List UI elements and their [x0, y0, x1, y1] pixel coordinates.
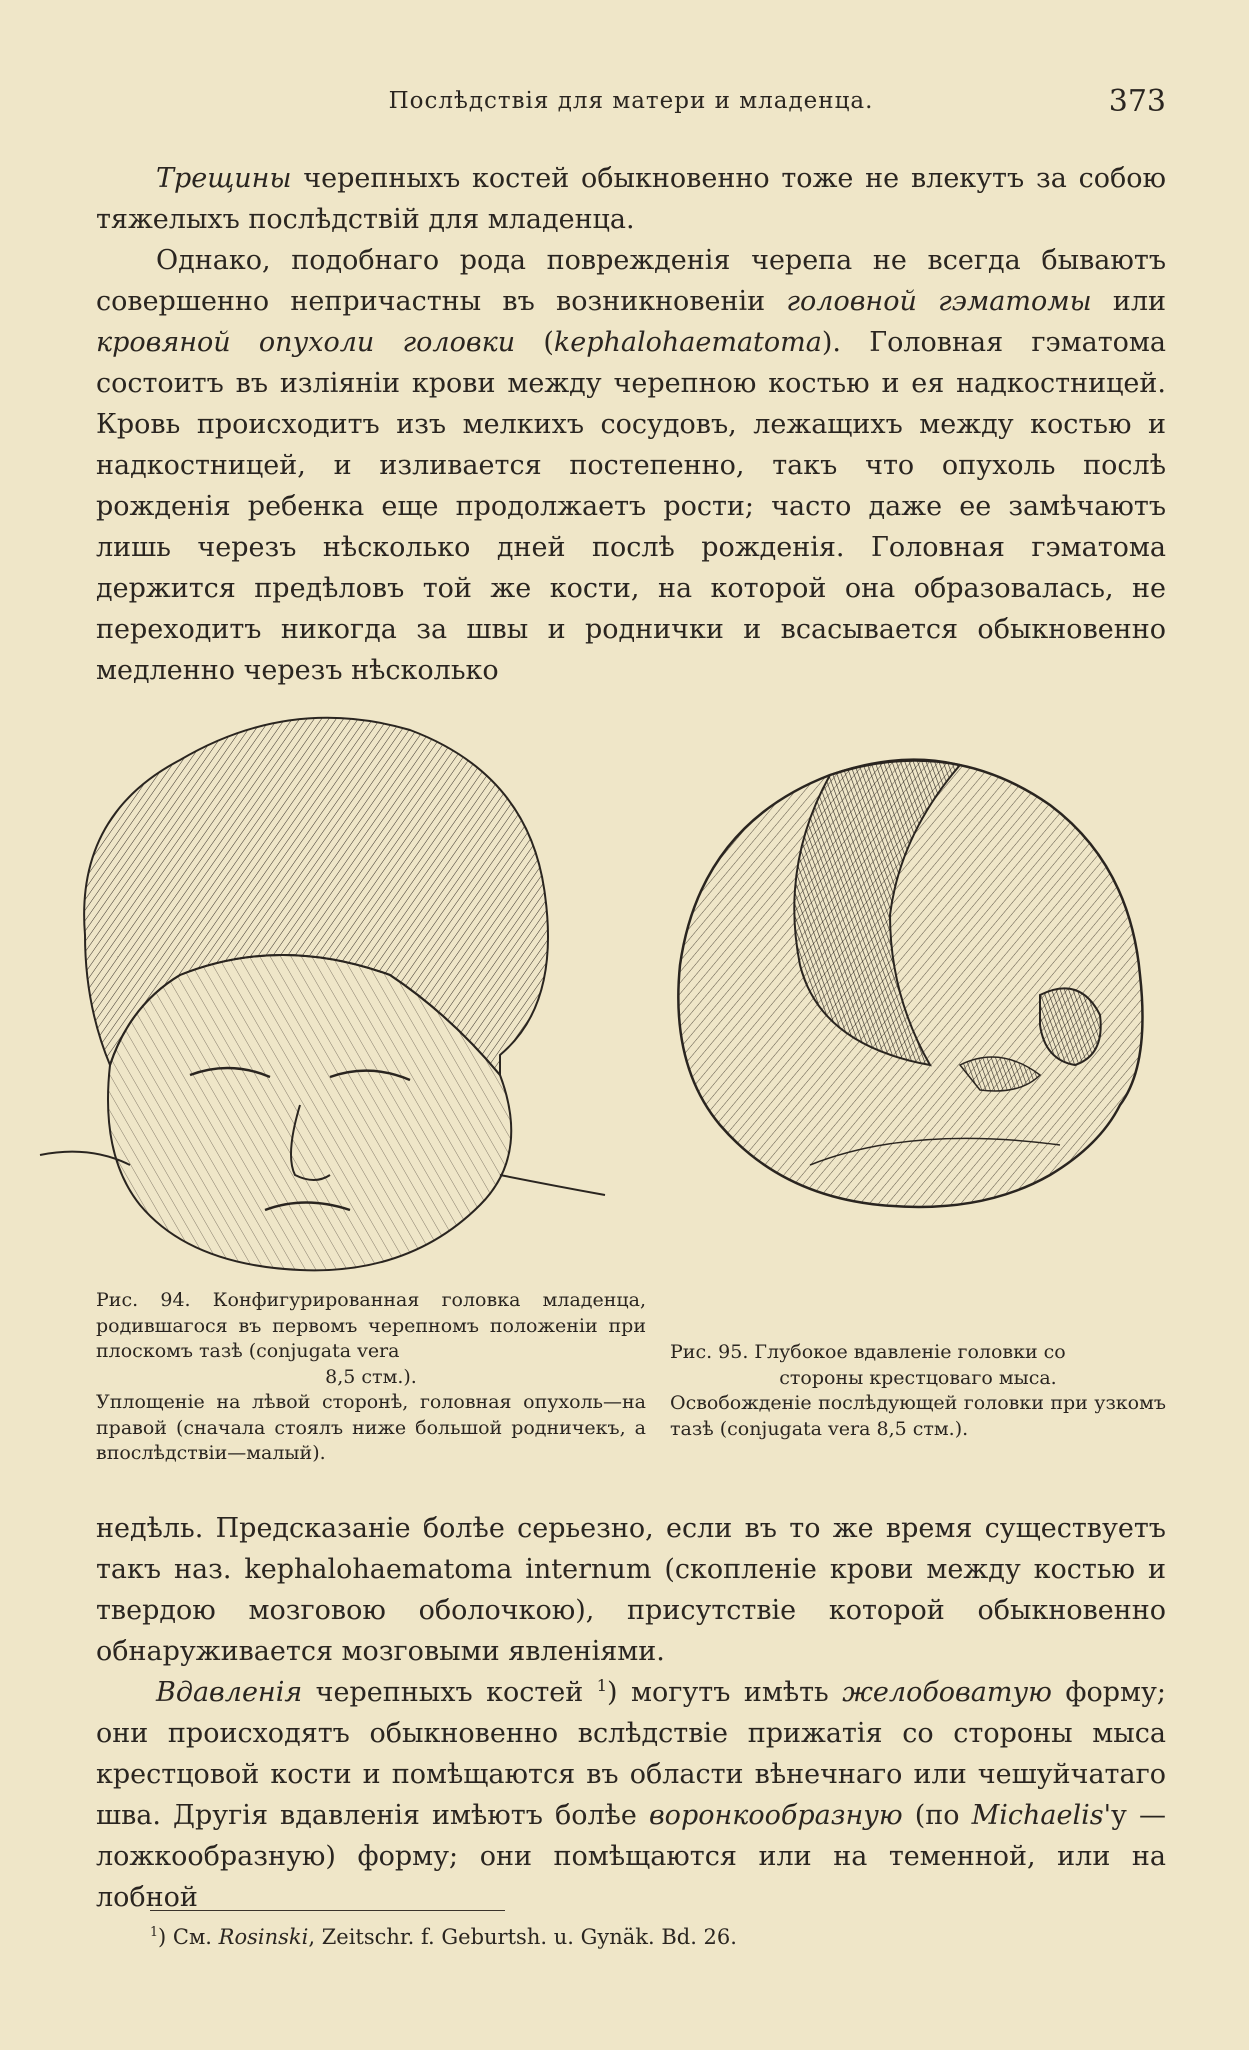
term-kephalohaematoma: kephalohaematoma [553, 327, 822, 358]
paragraph-prognosis: недѣль. Предсказаніе болѣе серьезно, если въ то же время существуетъ такъ наз. kephalohaematoma internum (скопленіе крови между костью и твердою мозговою оболочкою), присутствіе которой обыкновенно обнаруживается мозговыми явленіями. [96, 1513, 1166, 1667]
paragraph-fractures [96, 158, 1166, 240]
paragraph-text: ). Головная гэматома состоитъ въ изліяніи крови между черепною костью и ея надкостницей. Кровь происходитъ изъ мелкихъ сосудовъ, лежащихъ между костью и надкостницей, и изливается постепенно, такъ что опухоль послѣ рожденія ребенка еще продолжаетъ рости; часто даже ее замѣчаютъ лишь черезъ нѣсколько дней послѣ рожденія. Головная гэматома держится предѣловъ той же кости, на которой она образовалась, не переходитъ никогда за швы и роднички и всасывается обыкновенно медленно черезъ нѣсколько [96, 327, 1166, 686]
caption-line: стороны крестцоваго мыса. [779, 1366, 1057, 1389]
term-fractures: Трещины [156, 163, 292, 194]
footnote-ref: 1 [596, 1676, 608, 1695]
caption-line: 8,5 стм.). [325, 1365, 417, 1388]
footnote-marker: 1 [150, 1924, 159, 1939]
page-number: 373 [1108, 84, 1166, 119]
caption-line: Освобожденіе послѣдующей головки при узкомъ тазѣ (conjugata vera 8,5 стм.). [670, 1392, 1166, 1440]
paragraph-depressions [96, 1672, 1166, 1918]
paragraph-text: ( [515, 327, 554, 358]
infant-head-illustration [30, 685, 620, 1275]
term-head-hematoma: головной гэматомы [786, 286, 1092, 317]
figure-95-caption [670, 1340, 1166, 1442]
caption-line: Рис. 94. Конфигурированная головка младенца, родившагося въ первомъ черепномъ положеніи при плоскомъ тазѣ (conjugata vera [96, 1289, 646, 1362]
term-depressions: Вдавленія [156, 1677, 303, 1708]
paragraph-text: (по [902, 1800, 972, 1831]
top-text-block [96, 158, 1166, 691]
term-funnel-shaped: воронкообразную [648, 1800, 903, 1831]
running-title: Послѣдствія для матери и младенца. [388, 88, 874, 114]
term-blood-tumor: кровяной опухоли головки [96, 327, 516, 358]
caption-line: Рис. 95. Глубокое вдавленіе головки со [670, 1341, 1066, 1363]
term-grooved: желобоватую [842, 1677, 1052, 1708]
paragraph-text: форму; они происходятъ обыкновенно вслѣдствіе прижатія со стороны мыса крестцовой кости и помѣщаются въ области вѣнечнаго или чешуйчатаго шва. Другія вдавленія имѣютъ болѣе [96, 1677, 1167, 1831]
page-header [96, 84, 1166, 128]
figures-row [30, 685, 1220, 1275]
paragraph-text: черепныхъ костей [302, 1677, 597, 1708]
figure-94-caption [96, 1288, 646, 1467]
footnote [150, 1925, 737, 1949]
paragraph-text: черепныхъ костей обыкновенно тоже не влекутъ за собою тяжелыхъ послѣдствій для младенца. [96, 163, 1166, 235]
paragraph-text: ) могутъ имѣть [607, 1677, 843, 1708]
paragraph-text: Однако, подобнаго рода поврежденія черепа не всегда бываютъ совершенно непричастны въ возникновеніи [96, 245, 1166, 317]
footnote-author: Rosinski [218, 1925, 309, 1949]
paragraph-text: или [1091, 286, 1166, 317]
footnote-text: ) См. [158, 1925, 219, 1949]
author-michaelis: Michaelis [971, 1800, 1104, 1831]
paragraph-text: 'у — ложкообразную) форму; они помѣщаются или на теменной, или на лобной [96, 1800, 1166, 1913]
footnote-text: , Zeitschr. f. Geburtsh. u. Gynäk. Bd. 26. [308, 1925, 737, 1949]
paragraph-hematoma [96, 240, 1166, 691]
caption-line: Уплощеніе на лѣвой сторонѣ, головная опухоль—на правой (сначала стоялъ ниже большой родничекъ, а впослѣдствіи—малый). [96, 1391, 646, 1464]
bottom-text-block [96, 1508, 1166, 1918]
skull-illustration [660, 745, 1180, 1215]
footnote-divider [150, 1910, 505, 1911]
